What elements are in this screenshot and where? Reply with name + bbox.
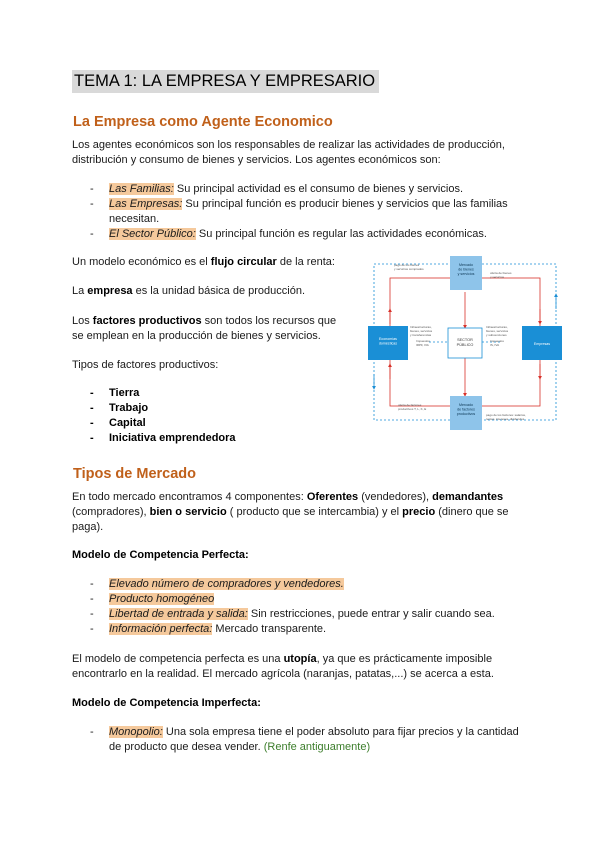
text: En todo mercado encontramos 4 componentes: (72, 491, 307, 503)
svg-text:Mercadode factoresproductivos: Mercado de factores productivos (456, 403, 476, 416)
svg-text:Infraestructuras,bienes, servi: Infraestructuras, bienes, servicios y transferencias Impuestos IRPF, IVA (410, 325, 433, 347)
svg-text:pago de los bienesy servicios: pago de los bienes y servicios comprados (394, 263, 424, 271)
item-text: de producto que desea vender. (109, 741, 264, 753)
item-term: Elevado número de compradores y vendedores. (109, 578, 344, 590)
imperfect-competition-heading: Modelo de Competencia Imperfecta: (72, 697, 261, 709)
text: El modelo de competencia perfecta es una (72, 653, 284, 665)
bold-text: Oferentes (306, 491, 359, 503)
bold-text: flujo circular (210, 256, 277, 268)
bold-text: utopía (283, 653, 317, 665)
text: , ya que es prácticamente imposible (316, 653, 493, 665)
list-item (72, 725, 519, 755)
text: paga). (72, 521, 104, 533)
circular-flow-diagram (366, 254, 564, 430)
perfect-competition-list (72, 577, 495, 637)
list-item (72, 227, 508, 242)
list-item: - Tierra (72, 386, 236, 401)
intro-paragraph (72, 138, 505, 168)
svg-text:Mercadode bienesy servicios: Mercado de bienes y servicios (457, 263, 475, 276)
list-item: - Trabajo (72, 401, 236, 416)
agent-text: necesitan. (109, 213, 160, 225)
text: (compradores), (72, 506, 150, 518)
factor-types-list (72, 386, 236, 446)
item-text: Mercado transparente. (212, 623, 327, 635)
bold-text: bien o servicio (149, 506, 227, 518)
intro-line: Los agentes económicos son los responsables de realizar las actividades de producción, (72, 139, 505, 151)
intro-line: distribución y consumo de bienes y servicios. Los agentes económicos son: (72, 154, 441, 166)
bold-text: precio (402, 506, 436, 518)
list-item (72, 197, 508, 227)
unit-paragraph (72, 284, 305, 299)
text: (dinero que se (435, 506, 509, 518)
svg-text:Infraestructuras,bienes, servi: Infraestructuras, bienes, servicios y subvenciones Impuestos IS, IVA (486, 325, 509, 347)
text: encontrarlo en la realidad. El mercado agrícola (naranjas, patatas,...) se acerca a esta. (72, 668, 494, 680)
text: ( producto que se intercambia) y el (226, 506, 403, 518)
page-title: TEMA 1: LA EMPRESA Y EMPRESARIO (72, 70, 379, 93)
section-heading-mercado: Tipos de Mercado (73, 466, 197, 482)
item-text: Sin restricciones, puede entrar y salir cuando sea. (247, 608, 495, 620)
market-components-paragraph (72, 490, 509, 535)
item-term: Producto homogéneo (109, 593, 215, 605)
text: de la renta: (276, 256, 335, 268)
svg-text:oferta de factoresproductivos: oferta de factores productivos T, L, K, E (398, 403, 427, 411)
item-term: Libertad de entrada y salida: (109, 608, 248, 620)
agent-text: Su principal función es producir bienes y servicios que las familias (182, 198, 508, 210)
agent-term: El Sector Público: (109, 228, 196, 240)
section-heading-empresa: La Empresa como Agente Economico (73, 114, 333, 130)
item-term: Información perfecta: (109, 623, 213, 635)
agents-list (72, 182, 508, 242)
list-item (72, 607, 495, 622)
agent-text: Su principal función es regular las actividades económicas. (195, 228, 487, 240)
perfect-competition-heading: Modelo de Competencia Perfecta: (72, 549, 249, 561)
list-item (72, 622, 495, 637)
item-term: Monopolio: (109, 726, 163, 738)
item-text: Una sola empresa tiene el poder absoluto para fijar precios y la cantidad (162, 726, 519, 738)
factors-paragraph (72, 314, 336, 344)
text: son todos los recursos que (201, 315, 337, 327)
companies-label: Empresas (533, 342, 551, 346)
bold-text: demandantes (432, 491, 504, 503)
text: se emplean en la producción de bienes y servicios. (72, 330, 321, 342)
flow-paragraph (72, 255, 335, 270)
list-item: - Iniciativa emprendedora (72, 431, 236, 446)
list-item: - Capital (72, 416, 236, 431)
example-text: (Renfe antiguamente) (263, 741, 371, 753)
svg-text:SECTORPÚBLICO: SECTOR PÚBLICO (456, 338, 474, 347)
text: Los (72, 315, 93, 327)
svg-text:Economíasdomésticas: Economías domésticas (378, 337, 398, 346)
text: La (72, 285, 88, 297)
imperfect-competition-list (72, 725, 519, 755)
svg-text:oferta de bienesy servicios: oferta de bienes y servicios (490, 271, 512, 279)
text: (vendedores), (358, 491, 433, 503)
text: Un modelo económico es el (72, 256, 211, 268)
agent-term: Las Familias: (109, 183, 174, 195)
list-item (72, 577, 495, 592)
list-item (72, 182, 508, 197)
bold-text: factores productivos (92, 315, 202, 327)
svg-text:pago de los factores: salarios: pago de los factores: salarios, rentas, intereses, dividendos (486, 413, 526, 421)
agent-term: Las Empresas: (109, 198, 183, 210)
agent-text: Su principal actividad es el consumo de bienes y servicios. (173, 183, 463, 195)
text: es la unidad básica de producción. (132, 285, 306, 297)
factor-types-intro: Tipos de factores productivos: (72, 359, 219, 371)
bold-text: empresa (87, 285, 133, 297)
utopia-paragraph (72, 652, 494, 682)
list-item (72, 592, 495, 607)
